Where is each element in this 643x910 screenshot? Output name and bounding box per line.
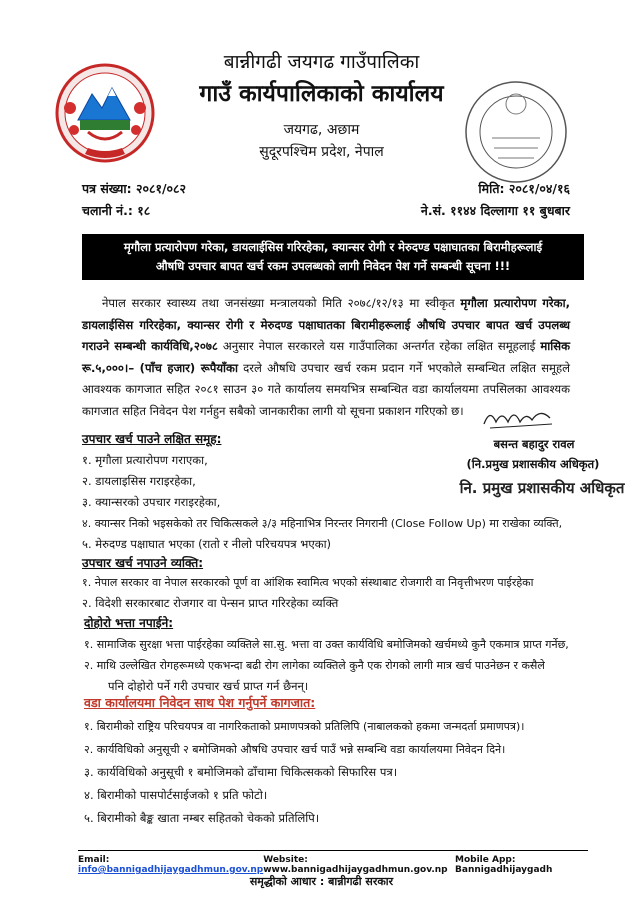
notice-subject (82, 234, 584, 280)
list-item: ४. क्यान्सर निको भइसकेको तर चिकित्सकले ३/३ महिनाभित्र निरन्तर निगरानी (Close Follow Up) मा राखेका व्यक्ति, (82, 517, 563, 530)
notice-body: नेपाल सरकार स्वास्थ्य तथा जनसंख्या मन्त्रालयको मिति २०७८/१२/१३ मा स्वीकृत मृगौला प्रत्यारोपण गरेका, डायलाईसिस गरिरहेका, क्यान्सर रोगी र मेरुदण्ड पक्षाघातका बिरामीहरूलाई औषधि उपचार बापत खर्च उपलब्ध गराउने सम्बन्धी कार्यविधि,२०७८ अनुसार नेपाल सरकारले यस गाउँपालिका अन्तर्गत रहेका लक्षित समूहलाई मासिक रू.५,०००।– (पाँच हजार) रूपैयाँका दरले औषधि उपचार खर्च रकम प्रदान गर्ने भएकोले सम्बन्धित लक्षित समूहले आवश्यक कागजात सहित २०८१ साउन ३० गते कार्यालय समयभित्र सम्बन्धित वडा कार्यालयमा तपसिलका आवश्यक कागजात सहित निवेदन पेश गर्नहुन सबैको जानकारीका लागी यो सूचना प्रकाशन गरिएको छ। (82, 296, 571, 418)
list-item: पनि दोहोरो पर्ने गरी उपचार खर्च प्राप्त गर्न छैनन्। (108, 679, 309, 693)
list-item: ४. बिरामीको पासपोर्टसाईजको १ प्रति फोटो। (84, 788, 268, 802)
section-target-group-title: उपचार खर्च पाउने लक्षित समूह: (82, 432, 222, 446)
office-province: सुदूरपश्चिम प्रदेश, नेपाल (259, 144, 384, 160)
email-link[interactable]: info@bannigadhijaygadhmun.gov.np (78, 865, 264, 875)
list-item: २. कार्यविधिको अनुसूची २ बमोजिमको औषधि उपचार खर्च पाउँ भन्ने सम्बन्धि वडा कार्यालयमा निवेदन दिने। (84, 743, 506, 756)
list-item: ५. बिरामीको बैङ्क खाता नम्बर सहितको चेकको प्रतिलिपि। (84, 811, 320, 825)
section-excluded-title: उपचार खर्च नपाउने व्यक्ति: (82, 556, 204, 570)
list-item: १. सामाजिक सुरक्षा भत्ता पाईरहेका व्यक्तिले सा.सु. भत्ता वा उक्त कार्यविधि बमोजिमको खर्चमध्ये कुनै एकमात्र प्राप्त गर्नेछ, (84, 638, 569, 651)
office-seal-stamp (462, 78, 570, 186)
designation-stamp: नि. प्रमुख प्रशासकीय अधिकृत (459, 479, 625, 497)
footer-website[interactable]: Website: www.bannigadhijaygadhmun.gov.np (263, 855, 448, 875)
section-double-allowance-title: दोहोरो भत्ता नपाईने: (84, 616, 174, 630)
list-item: ३. क्यान्सरको उपचार गराइरहेका, (82, 495, 221, 509)
subject-line-2: औषधि उपचार बापत खर्च रकम उपलब्धको लागी निवेदन पेश गर्ने सम्बन्धी सूचना !!! (155, 259, 511, 273)
list-item: २. डायलाइसिस गराइरहेका, (82, 474, 196, 488)
subject-line-1: मृगौला प्रत्यारोपण गरेका, डायलाईसिस गरिरहेका, क्यान्सर रोगी र मेरुदण्ड पक्षाघातका बिरामीहरूलाई (123, 240, 543, 254)
double-allowance-list (84, 634, 604, 697)
footer-tagline: समृद्धीको आधार : बान्नीगढी सरकार (249, 875, 394, 888)
dispatch-number: चलानी नं.: १८ (82, 203, 151, 218)
list-item: ३. कार्यविधिको अनुसूची १ बमोजिमको ढाँचामा चिकित्सकको सिफारिस पत्र। (84, 765, 398, 779)
signatory-name: बसन्त बहादुर रावल (493, 437, 575, 451)
nepal-sambat-date: ने.सं. ११४४ दिल्लागा ११ बुधबार (420, 203, 570, 218)
signatory-title: (नि.प्रमुख प्रशासकीय अधिकृत) (466, 457, 600, 471)
list-item: २. माथि उल्लेखित रोगहरूमध्ये एकभन्दा बढी रोग लागेका व्यक्तिले कुनै एक रोगको लागी मात्र खर्च पाउनेछन र कसैले (84, 659, 545, 672)
signature-scribble (480, 402, 560, 432)
municipality-name: बान्नीगढी जयगढ गाउँपालिका (223, 51, 420, 73)
footer-mobile-app: Mobile App: Bannigadhijaygadh (455, 855, 553, 875)
office-place: जयगढ, अछाम (283, 122, 360, 138)
list-item: १. मृगौला प्रत्यारोपण गराएका, (82, 453, 208, 467)
footer-email: Email: info@bannigadhijaygadhmun.gov.np (78, 855, 264, 875)
footer-contact (78, 855, 588, 875)
documents-list (84, 715, 604, 830)
list-item: १. बिरामीको राष्ट्रिय परिचयपत्र वा नागरिकताको प्रमाणपत्रको प्रतिलिपि (नाबालकको हकमा जन्मदर्ता प्रमाणपत्र)। (84, 720, 525, 733)
excluded-list (82, 572, 602, 614)
list-item: १. नेपाल सरकार वा नेपाल सरकारको पूर्ण वा आंशिक स्वामित्व भएको संस्थाबाट रोजगारी वा निवृत्तीभरण पाईरहेका (82, 576, 534, 589)
section-documents-title: वडा कार्यालयमा निवेदन साथ पेश गर्नुपर्ने कागजात: (84, 695, 316, 710)
reference-number: पत्र संख्या: २०८१/०८२ (82, 181, 187, 196)
office-name: गाउँ कार्यपालिकाको कार्यालय (199, 81, 444, 107)
target-group-list (82, 450, 602, 555)
footer-divider (78, 850, 588, 851)
list-item: ५. मेरुदण्ड पक्षाघात भएका (रातो र नीलो परिचयपत्र भएका) (82, 537, 332, 551)
issue-date: मिति: २०८१/०४/१६ (478, 181, 570, 196)
list-item: २. विदेशी सरकारबाट रोजगार वा पेन्सन प्राप्त गरिरहेका व्यक्ति (82, 596, 339, 610)
